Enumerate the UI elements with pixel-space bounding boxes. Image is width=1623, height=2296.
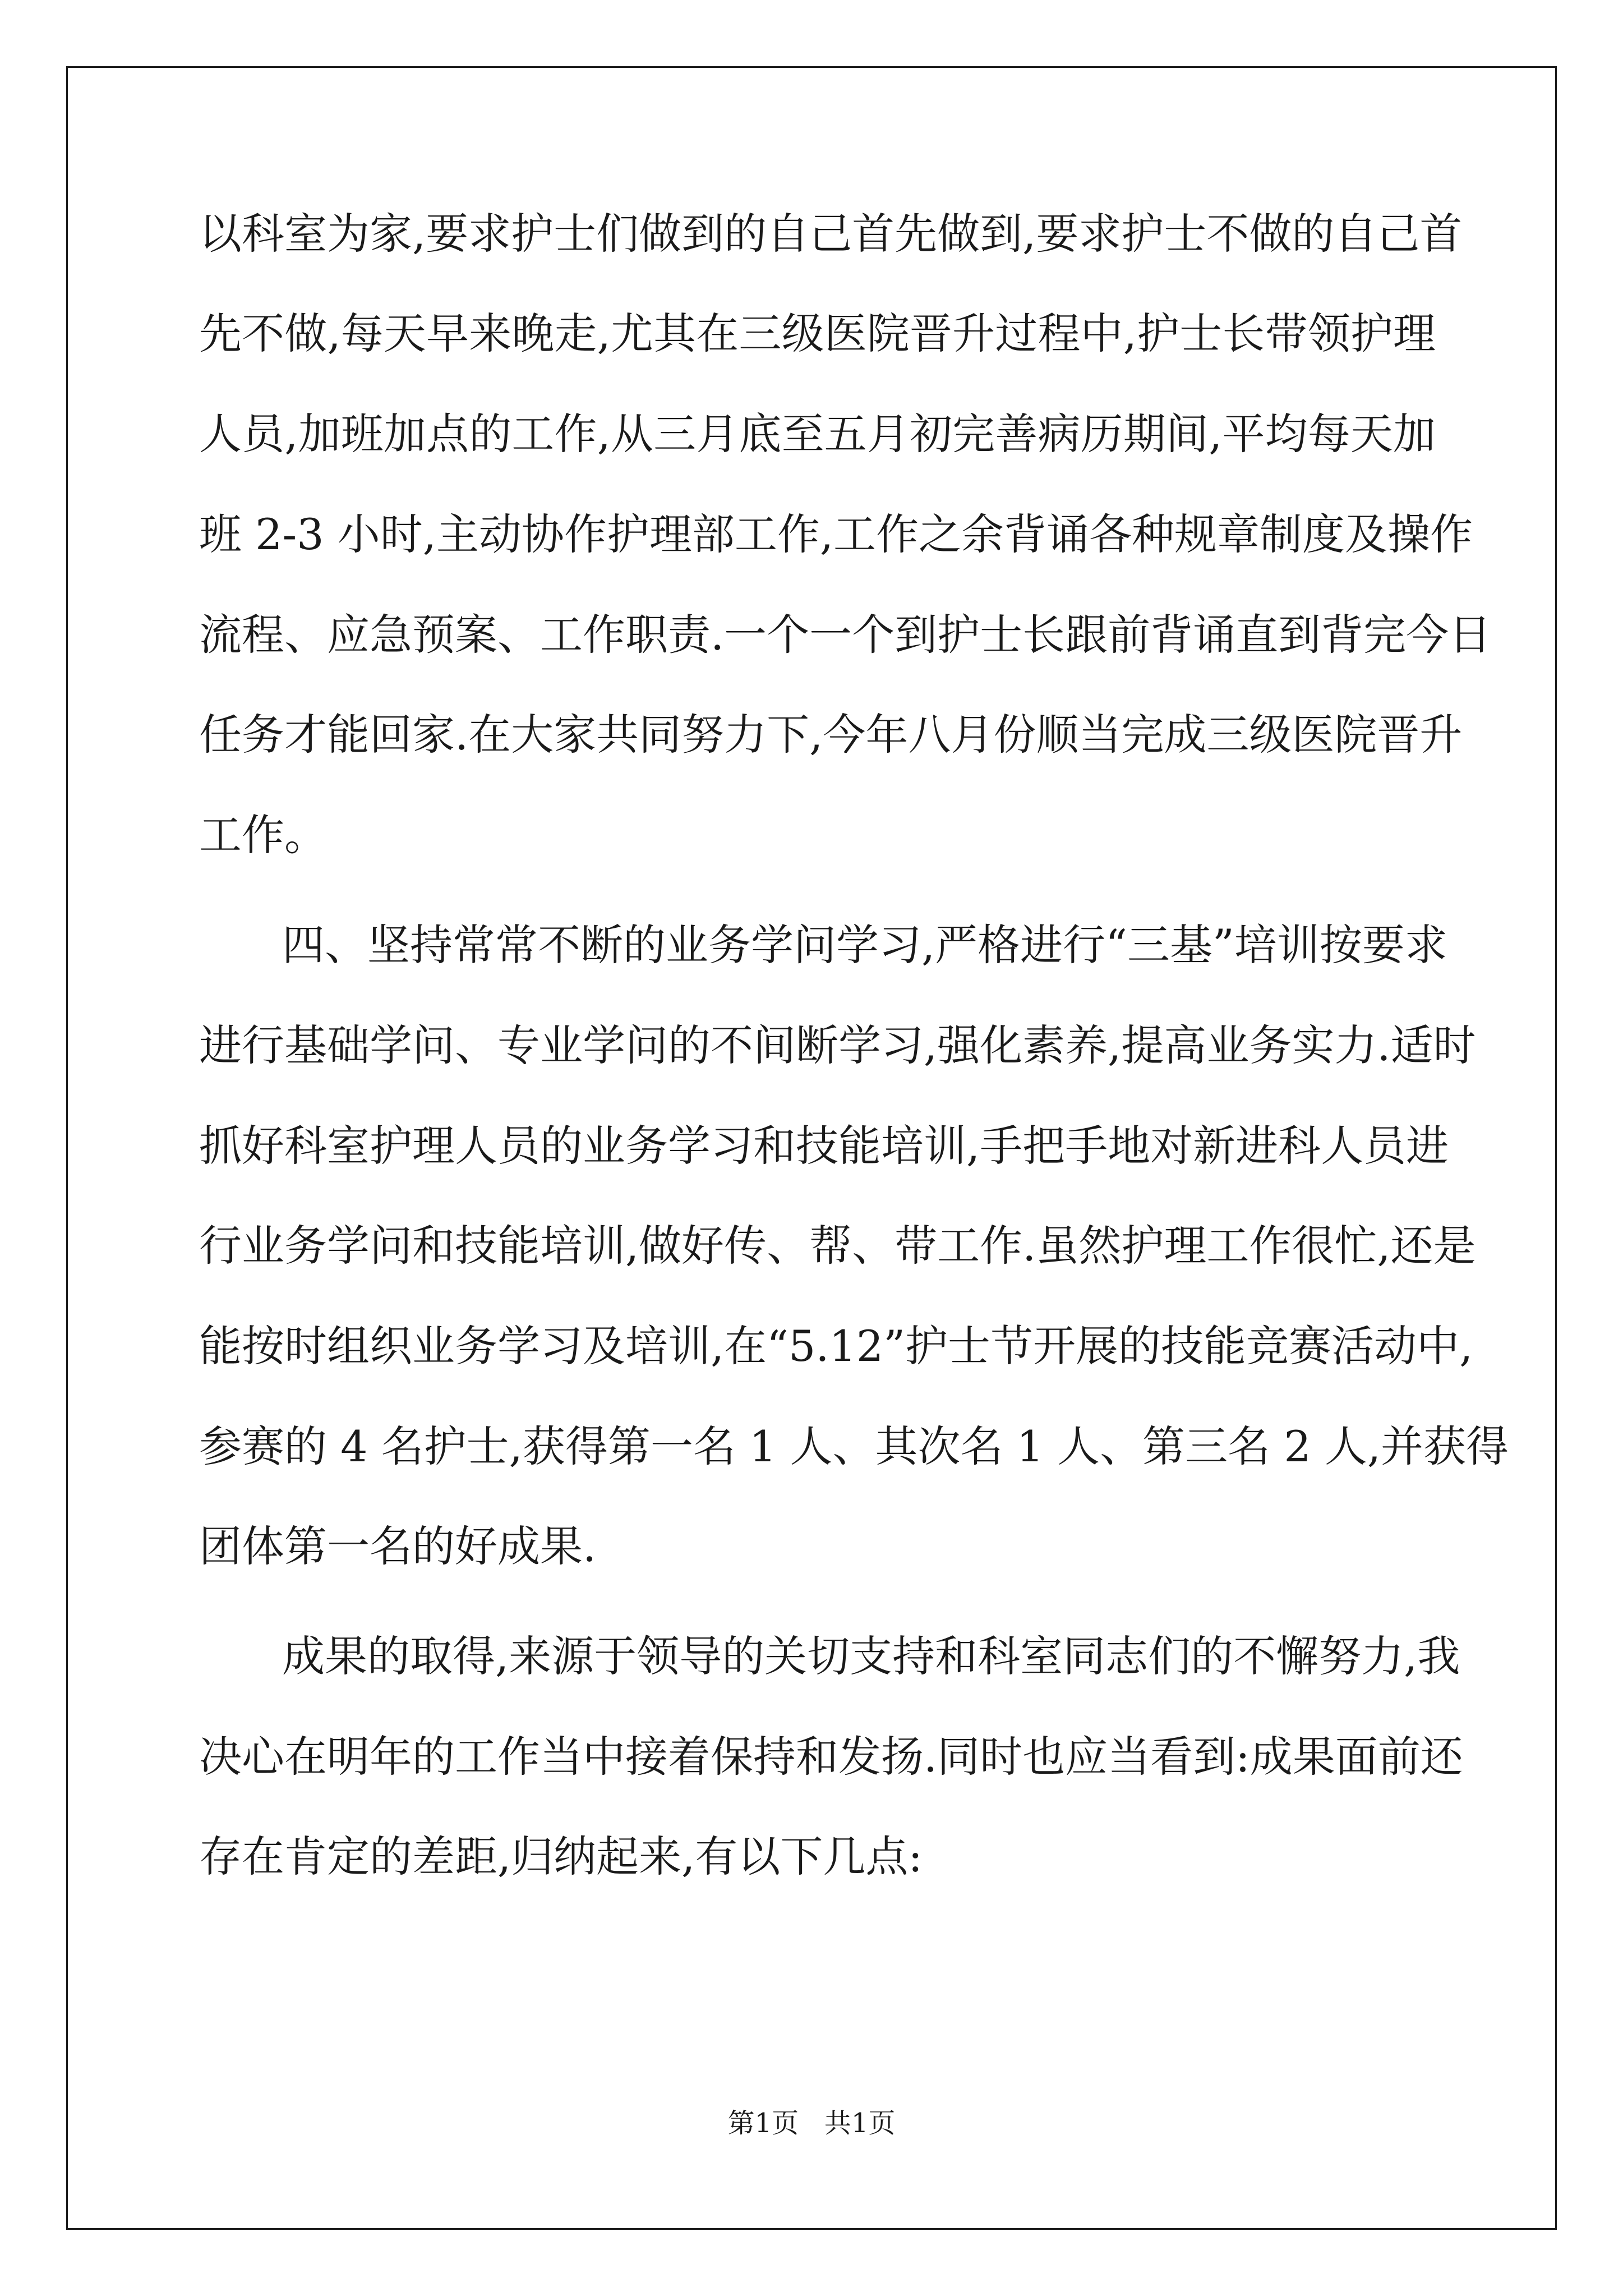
text-line: 抓好科室护理人员的业务学习和技能培训,手把手地对新进科人员进 xyxy=(199,1121,1449,1171)
text-line: 存在肯定的差距,归纳起来,有以下几点: xyxy=(199,1832,923,1881)
text-line: 先不做,每天早来晚走,尤其在三级医院晋升过程中,护士长带领护理 xyxy=(199,309,1436,358)
text-line: 团体第一名的好成果. xyxy=(199,1521,597,1571)
text-line: 行业务学问和技能培训,做好传、帮、带工作.虽然护理工作很忙,还是 xyxy=(199,1221,1476,1271)
text-line: 人员,加班加点的工作,从三月底至五月初完善病历期间,平均每天加 xyxy=(199,409,1436,459)
text-line: 以科室为家,要求护士们做到的自己首先做到,要求护士不做的自己首 xyxy=(199,209,1463,259)
paragraph-first-line: 四、坚持常常不断的业务学问学习,严格进行“三基”培训按要求 xyxy=(282,920,1447,970)
text-line: 决心在明年的工作当中接着保持和发扬.同时也应当看到:成果面前还 xyxy=(199,1732,1463,1782)
text-line: 任务才能回家.在大家共同努力下,今年八月份顺当完成三级医院晋升 xyxy=(199,710,1463,760)
text-line: 参赛的 4 名护士,获得第一名 1 人、其次名 1 人、第三名 2 人,并获得 xyxy=(199,1421,1509,1471)
text-line: 能按时组织业务学习及培训,在“5.12”护士节开展的技能竞赛活动中, xyxy=(199,1321,1473,1371)
paragraph-first-line: 成果的取得,来源于领导的关切支持和科室同志们的不懈努力,我 xyxy=(282,1631,1460,1681)
text-line: 工作。 xyxy=(199,810,327,860)
text-line: 进行基础学问、专业学问的不间断学习,强化素养,提高业务实力.适时 xyxy=(199,1020,1476,1070)
text-line: 流程、应急预案、工作职责.一个一个到护士长跟前背诵直到背完今日 xyxy=(199,610,1492,660)
page-number-footer: 第1页 共1页 xyxy=(727,2108,896,2139)
text-line: 班 2-3 小时,主动协作护理部工作,工作之余背诵各种规章制度及操作 xyxy=(199,509,1473,559)
